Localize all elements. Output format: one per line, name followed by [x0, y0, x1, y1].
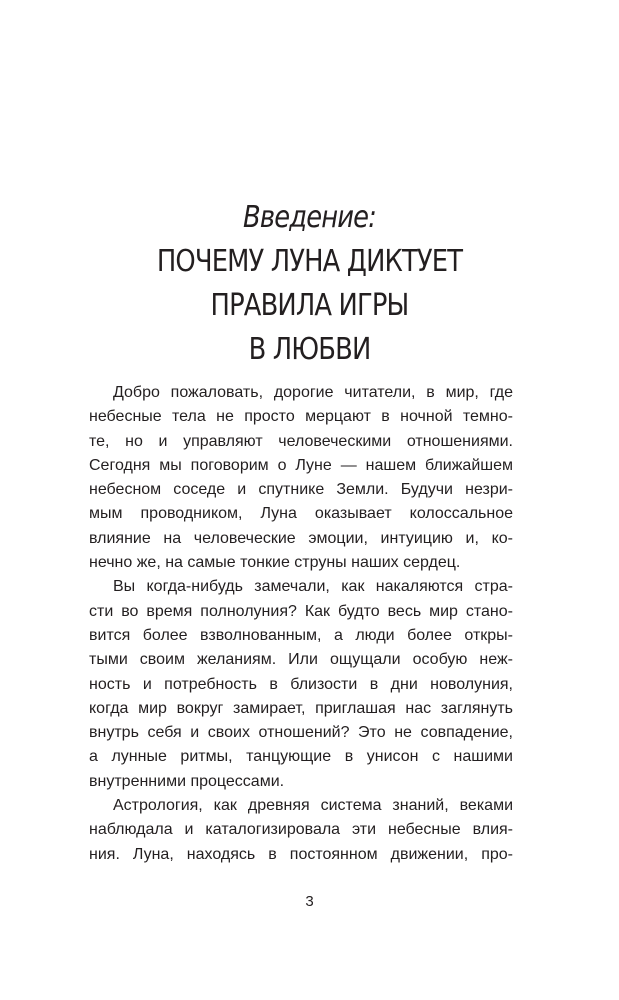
text-line: те, но и управляют человеческими отношениями.	[89, 432, 513, 450]
text-line: небесном соседе и спутнике Земли. Будучи незри-	[89, 481, 513, 499]
text-line: наблюдала и каталогизировала эти небесные влия-	[89, 821, 513, 839]
paragraph	[89, 575, 513, 794]
chapter-title-line: ПОЧЕМУ ЛУНА ДИКТУЕТ	[156, 244, 463, 279]
text-line: Добро пожаловать, дорогие читатели, в мир, где	[113, 384, 513, 401]
text-line: влияние на человеческие эмоции, интуицию и, ко-	[89, 529, 513, 547]
chapter-title	[95, 196, 524, 372]
body-text	[89, 381, 513, 867]
chapter-title-line: ПРАВИЛА ИГРЫ	[210, 288, 409, 323]
text-line: а лунные ритмы, танцующие в унисон с нашими	[89, 748, 513, 766]
text-line: Вы когда-нибудь замечали, как накаляются стра-	[113, 578, 513, 596]
text-line: вится более взволнованным, а люди более откры-	[89, 626, 513, 644]
text-line: мым проводником, Луна оказывает колоссальное	[89, 505, 513, 523]
chapter-title-line: В ЛЮБВИ	[248, 332, 371, 367]
paragraph	[89, 381, 513, 575]
text-line: когда мир вокруг замирает, приглашая нас заглянуть	[89, 699, 513, 717]
text-line: нечно же, на самые тонкие струны наших сердец.	[89, 554, 461, 572]
chapter-title-line: Введение:	[243, 200, 376, 235]
text-line: Сегодня мы поговорим о Луне — нашем ближайшем	[89, 456, 513, 474]
text-line: небесные тела не просто мерцают в ночной темно-	[89, 408, 513, 426]
text-line: сти во время полнолуния? Как будто весь мир стано-	[89, 602, 513, 620]
text-line: внутрь себя и своих отношений? Это не совпадение,	[89, 724, 513, 742]
text-line: ния. Луна, находясь в постоянном движении, про-	[89, 845, 513, 863]
page-number: 3	[305, 893, 314, 910]
text-line: ность и потребность в близости в дни новолуния,	[89, 675, 513, 693]
text-line: внутренними процессами.	[89, 772, 285, 790]
paragraph	[89, 794, 513, 867]
text-line: Астрология, как древняя система знаний, веками	[113, 797, 513, 815]
text-line: тыми своим желаниям. Или ощущали особую неж-	[89, 651, 513, 669]
